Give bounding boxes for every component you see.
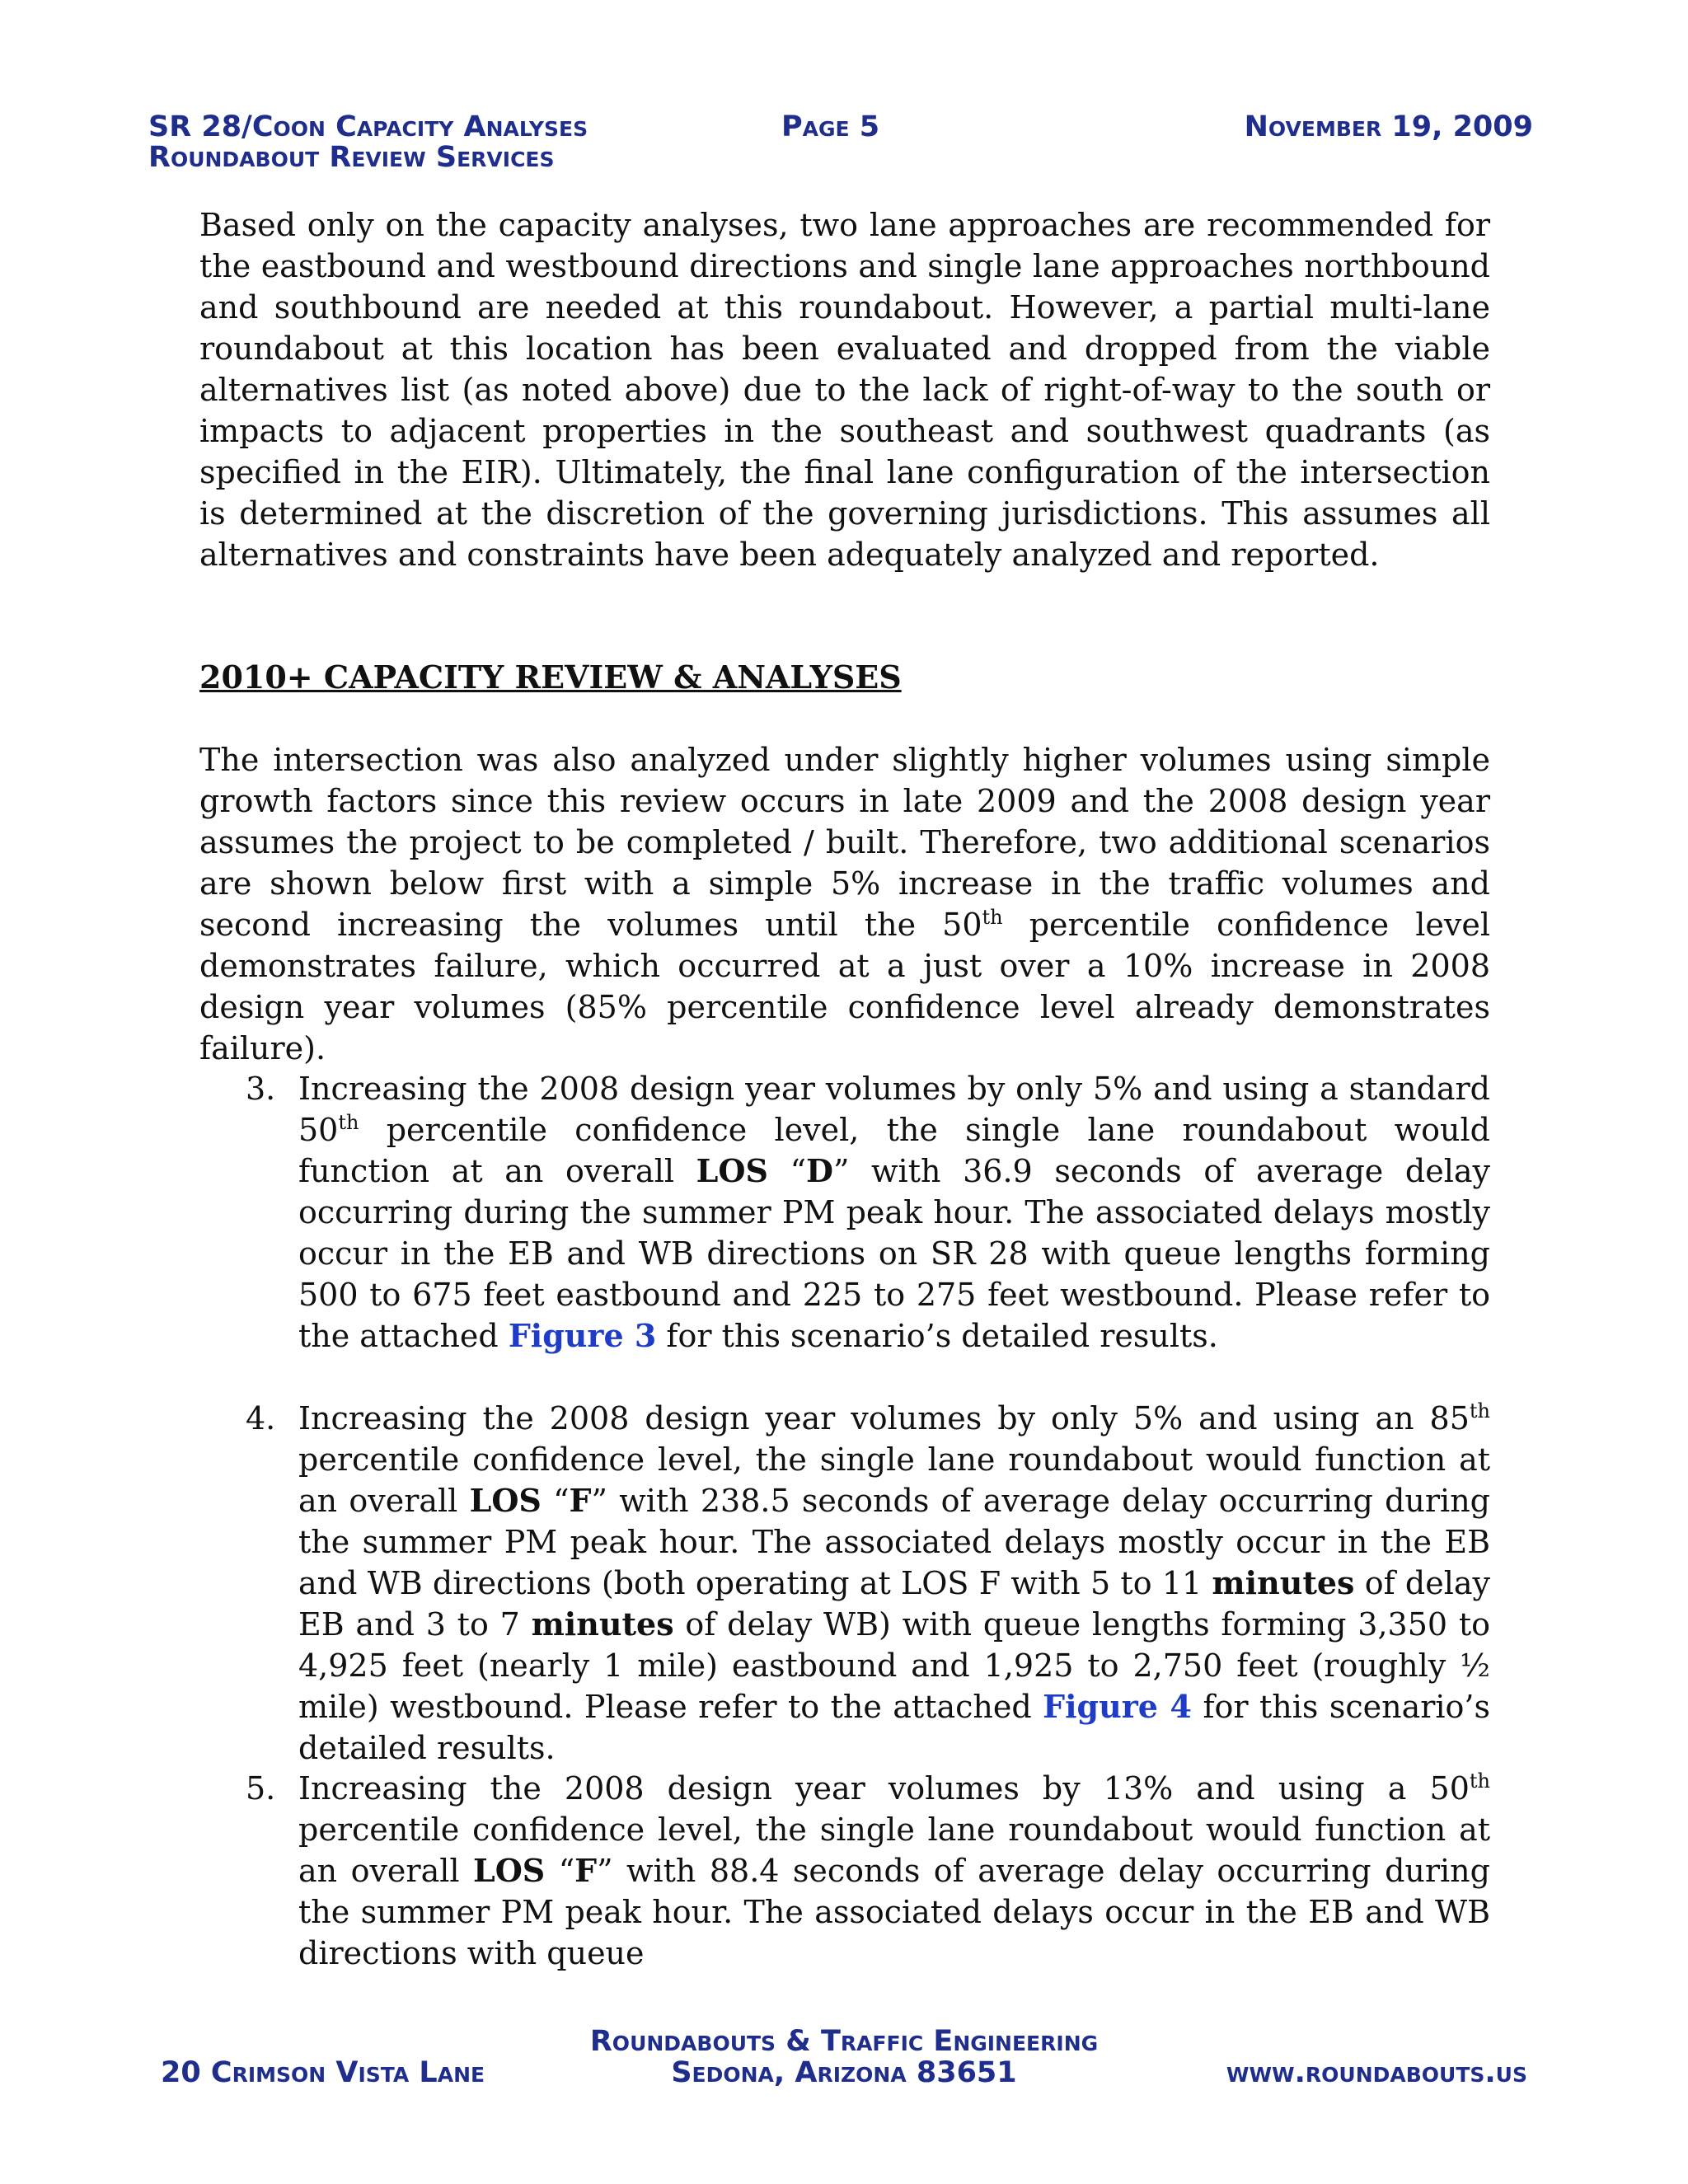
header-date: November 19, 2009 <box>1244 110 1533 143</box>
header-subtitle: Roundabout Review Services <box>148 141 555 174</box>
footer-website-link[interactable]: www.roundabouts.us <box>1226 2056 1527 2089</box>
list-item-text: Increasing the 2008 design year volumes by only 5% and using a standard 50th percentile confidence level, the single lane roundabout would function at an overall LOS “D” with 36.9 seconds of average delay occurring during the summer PM peak hour. The associated delays mostly occur in the EB and WB directions on SR 28 with queue lengths forming 500 to 675 feet eastbound and 225 to 275 feet westbound. Please refer to the attached Figure 3 for this scenario’s detailed results. <box>298 1071 1490 1354</box>
list-item-text: Increasing the 2008 design year volumes by 13% and using a 50th percentile confidence level, the single lane roundabout would function at an overall LOS “F” with 88.4 seconds of average delay occurring during the summer PM peak hour. The associated delays occur in the EB and WB directions with queue <box>298 1769 1490 1971</box>
figure-4-link[interactable]: Figure 4 <box>1043 1688 1192 1725</box>
intro-paragraph: Based only on the capacity analyses, two lane approaches are recommended for the eastbound and westbound directions and single lane approaches northbound and southbound are needed at this roundabout. However, a partial multi-lane roundabout at this location has been evaluated and dropped from the viable alternatives list (as noted above) due to the lack of right-of-way to the south or impacts to adjacent properties in the southeast and southwest quadrants (as specified in the EIR). Ultimately, the final lane configuration of the intersection is determined at the discretion of the governing jurisdictions. This assumes all alternatives and constraints have been adequately analyzed and reported. <box>199 207 1490 573</box>
header-page-number: Page 5 <box>781 110 880 143</box>
section-heading: 2010+ CAPACITY REVIEW & ANALYSES <box>199 658 902 696</box>
list-item-number: 3. <box>246 1071 276 1107</box>
list-item-number: 4. <box>246 1400 276 1436</box>
list-item <box>199 1068 1490 1357</box>
footer-company: Roundabouts & Traffic Engineering <box>589 2025 1099 2058</box>
list-item <box>199 1768 1490 1974</box>
list-item-number: 5. <box>246 1770 276 1807</box>
figure-3-link[interactable]: Figure 3 <box>508 1317 657 1354</box>
list-item <box>199 1398 1490 1769</box>
section-paragraph: The intersection was also analyzed under slightly higher volumes using simple growth factors since this review occurs in late 2009 and the 2008 design year assumes the project to be completed / built. Therefore, two additional scenarios are shown below first with a simple 5% increase in the traffic volumes and second increasing the volumes until the 50th percentile confidence level demonstrates failure, which occurred at a just over a 10% increase in 2008 design year volumes (85% percentile confidence level already demonstrates failure). <box>199 742 1490 1066</box>
header-title: SR 28/Coon Capacity Analyses <box>148 110 588 143</box>
list-item-text: Increasing the 2008 design year volumes by only 5% and using an 85th percentile confidence level, the single lane roundabout would function at an overall LOS “F” with 238.5 seconds of average delay occurring during the summer PM peak hour. The associated delays mostly occur in the EB and WB directions (both operating at LOS F with 5 to 11 minutes of delay EB and 3 to 7 minutes of delay WB) with queue lengths forming 3,350 to 4,925 feet (nearly 1 mile) eastbound and 1,925 to 2,750 feet (roughly ½ mile) westbound. Please refer to the attached Figure 4 for this scenario’s detailed results. <box>298 1399 1491 1766</box>
footer-address: 20 Crimson Vista Lane <box>161 2056 485 2089</box>
footer-city: Sedona, Arizona 83651 <box>671 2056 1017 2089</box>
